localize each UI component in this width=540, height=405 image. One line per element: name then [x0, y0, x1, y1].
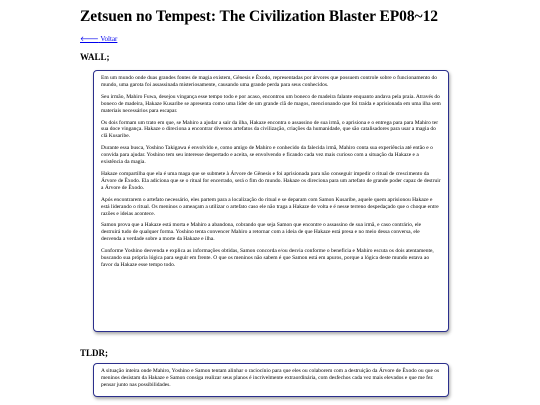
- back-arrow-icon: 🡐: [80, 35, 99, 43]
- wall-paragraph: Durante essa busca, Yoshino Takigawa é envolvido e, como amigo de Mahiro e conhecido da falecida irmã, Mahiro conta sua experiência até então e o convida para ajudar. Yoshino tem seu interesse despertado e aceita, se envolvendo e ficando cada vez mais curioso com a situação da Hakaze e a existência da magia.: [101, 145, 433, 166]
- wall-paragraph: Samon prova que a Hakaze está morta e Mahiro a abandona, cobrando que seja Samon que encontre o assassino de sua irmã, e caso contrário, ele destruirá tudo de qualquer forma. Yoshino tenta convencer Mahiro a retornar com a ideia de que Hakaze está presa e no meio dessa conversa, ele desvenda a verdade sobre a morte da Hakaze e ilha.: [101, 222, 422, 243]
- back-link-label: Voltar: [100, 35, 118, 43]
- wall-paragraph: Os dois formam um trato em que, se Mahiro a ajudar a sair da ilha, Hakaze encontra o assassino de sua irmã, o aprisiona e o entrega para para Mahiro ter sua doce vingança. Hakaze o direciona a encontrar diversos artefatos da civilização, criações da humanidade, que são catalisadores para usar a magia do clã Kusaribe.: [101, 119, 439, 140]
- tldr-paragraph: A situação inteira onde Mahiro, Yoshino e Samon tentam alinhar o raciocínio para que eles ou colaborem com a destruição da Árvore de Êxodo ou que os meninos desistam da Hakaze e Samon consiga realizar seus planos é incrivelmente extraordinária, com desfechos cada vez mais elevados e que me fez pensar junto nas possibilidades.: [101, 368, 440, 388]
- wall-paragraph: Seu irmão, Mahiro Fuwa, desejou vingança esse tempo todo e por acaso, encontrou um boneco de madeira falante enquanto andava pela praia. Através do boneco de madeira, Hakaze Kusaribe se apresenta como uma líder de um grande clã de magos, mencionando que foi traída e aprisionada em uma ilha sem materiais necessários para escapar.: [101, 93, 441, 114]
- wall-box: [93, 70, 449, 332]
- back-link[interactable]: [80, 35, 117, 44]
- wall-paragraph: Em um mundo onde duas grandes fontes de magia existem, Gênesis e Êxodo, representadas por árvores que possuem controle sobre o funcionamento do mundo, uma garota foi assassinada misteriosamente, causando uma grande perda para seus conhecidos.: [101, 75, 438, 88]
- page-title: Zetsuen no Tempest: The Civilization Blaster EP08~12: [80, 8, 438, 25]
- wall-paragraph: Hakaze compartilha que ela é uma maga que se submete à Árvore de Gênesis e foi aprisionada para não conseguir impedir o ritual de crescimento da Árvore de Êxodo. Ela adiciona que se o ritual for encerrado, será o fim do mundo. Hakaze os direciona para um artefato de grande poder capaz de destruir a Árvore de Êxodo.: [101, 170, 441, 191]
- wall-heading: WALL;: [80, 52, 110, 62]
- tldr-box: [93, 363, 449, 397]
- wall-paragraph: Após encontrarem o artefato necessário, eles partem para a localização do ritual e se deparam com Samon Kusaribe, aquele quem aprisionou Hakaze e está liderando o ritual. Os meninos o ameaçam a utilizar o artefato caso ele não traga a Hakaze de volta e é nesse terreno despedaçado que o choque entre razões e ideias acontece.: [101, 196, 439, 217]
- tldr-heading: TLDR;: [80, 348, 109, 358]
- wall-paragraph: Conforme Yoshino desvenda e explica as informações obtidas, Samon concorda e/ou desvia conforme o beneficia e Mahiro escuta os dois atentamente, buscando sua própria lógica para seguir em frente. O que os meninos não sabem é que Samon está em apuros, porque a lógica deste mundo estava ao favor da Hakaze esse tempo todo.: [101, 248, 434, 268]
